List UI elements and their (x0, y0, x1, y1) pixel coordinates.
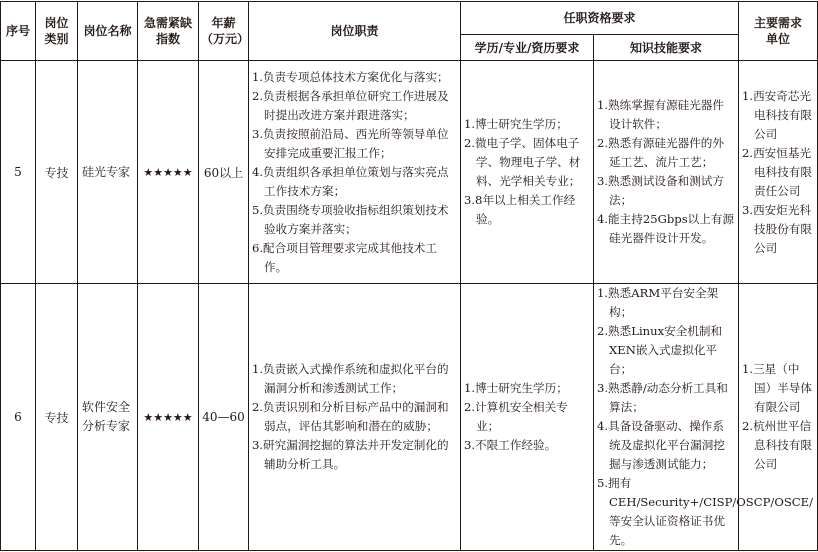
category-cell: 专技 (36, 284, 78, 551)
education-cell (461, 61, 594, 284)
list-item: 2.负责识别和分析目标产品中的漏洞和弱点，评估其影响和潜在的威胁； (252, 400, 449, 433)
job-requirements-table (0, 1, 818, 551)
salary-cell: 40—60 (199, 284, 249, 551)
list-item: 1.负责嵌入式操作系统和虚拟化平台的漏洞分析和渗透测试工作； (252, 362, 449, 395)
list-item: 5.负责围绕专项验收指标组织策划技术验收方案并落实； (252, 202, 449, 236)
list-item: 1.博士研究生学历； (464, 117, 568, 131)
position-name-cell: 硅光专家 (78, 61, 138, 284)
list-item: 5.拥有CEH/Security+/CISP/OSCP/OSCE/等安全认证资格证书优先。 (597, 476, 814, 547)
list-item: 3.不限工作经验。 (464, 438, 557, 452)
urgency-stars: ★★★★★ (138, 61, 199, 284)
list-item: 3.研究漏洞挖掘的算法并开发定制化的辅助分析工具。 (252, 438, 449, 471)
list-item: 3.熟悉静/动态分析工具和算法； (597, 381, 728, 414)
list-item: 3.熟悉测试设备和测试方法； (597, 174, 724, 207)
header-category: 岗位类别 (36, 2, 78, 61)
list-item: 2.熟悉有源硅光器件的外延工艺、流片工艺； (597, 136, 724, 169)
list-item: 1.熟悉ARM平台安全架构； (597, 286, 719, 319)
skills-cell (594, 61, 739, 284)
units-cell (739, 284, 818, 551)
salary-cell: 60以上 (199, 61, 249, 284)
header-education: 学历/专业/资历要求 (461, 35, 594, 61)
seq-cell: 5 (1, 61, 36, 284)
category-cell: 专技 (36, 61, 78, 284)
list-item: 2.西安恒基光电科技有限责任公司 (742, 145, 812, 198)
header-salary: 年薪（万元） (199, 2, 249, 61)
list-item: 1.西安奇芯光电科技有限公司 (742, 88, 812, 141)
list-item: 2.负责根据各承担单位研究工作进展及时提出改进方案并跟进落实； (252, 88, 449, 122)
header-units: 主要需求单位 (739, 2, 818, 61)
list-item: 2.微电子学、固体电子学、物理电子学、材料、光学相关专业； (464, 136, 581, 188)
header-duties: 岗位职责 (249, 2, 461, 61)
list-item: 1.熟练掌握有源硅光器件设计软件； (597, 98, 724, 131)
list-item: 3.负责按照前沿局、西光所等领导单位安排完成重要汇报工作； (252, 126, 449, 160)
urgency-stars: ★★★★★ (138, 284, 199, 551)
list-item: 4.具备设备驱动、操作系统及虚拟化平台漏洞挖掘与渗透测试能力； (597, 419, 725, 471)
list-item: 3.8年以上相关工作经验。 (464, 193, 576, 226)
header-name: 岗位名称 (78, 2, 138, 61)
duties-cell (249, 61, 461, 284)
units-cell (739, 61, 818, 284)
list-item: 6.配合项目管理要求完成其他技术工作。 (252, 240, 437, 274)
education-cell (461, 284, 594, 551)
table-row (1, 61, 818, 284)
list-item: 2.杭州世平信息科技有限公司 (742, 419, 812, 471)
list-item: 1.博士研究生学历； (464, 381, 568, 395)
list-item: 1.负责专项总体技术方案优化与落实； (252, 69, 449, 84)
header-seq: 序号 (1, 2, 36, 61)
header-qualifications: 任职资格要求 (461, 2, 739, 35)
list-item: 2.计算机安全相关专业； (464, 400, 568, 433)
list-item: 3.西安炬光科技股份有限公司 (742, 202, 812, 255)
header-urgency: 急需紧缺指数 (138, 2, 199, 61)
table-row (1, 284, 818, 551)
duties-cell (249, 284, 461, 551)
position-name-cell: 软件安全分析专家 (78, 284, 138, 551)
list-item: 2.熟悉Linux安全机制和XEN嵌入式虚拟化平台； (597, 324, 723, 376)
header-skills: 知识技能要求 (594, 35, 739, 61)
list-item: 1.三星（中国）半导体有限公司 (742, 362, 812, 414)
list-item: 4.负责组织各承担单位策划与落实亮点工作技术方案； (252, 164, 449, 198)
seq-cell: 6 (1, 284, 36, 551)
list-item: 4.能主持25Gbps以上有源硅光器件设计开发。 (597, 212, 735, 245)
